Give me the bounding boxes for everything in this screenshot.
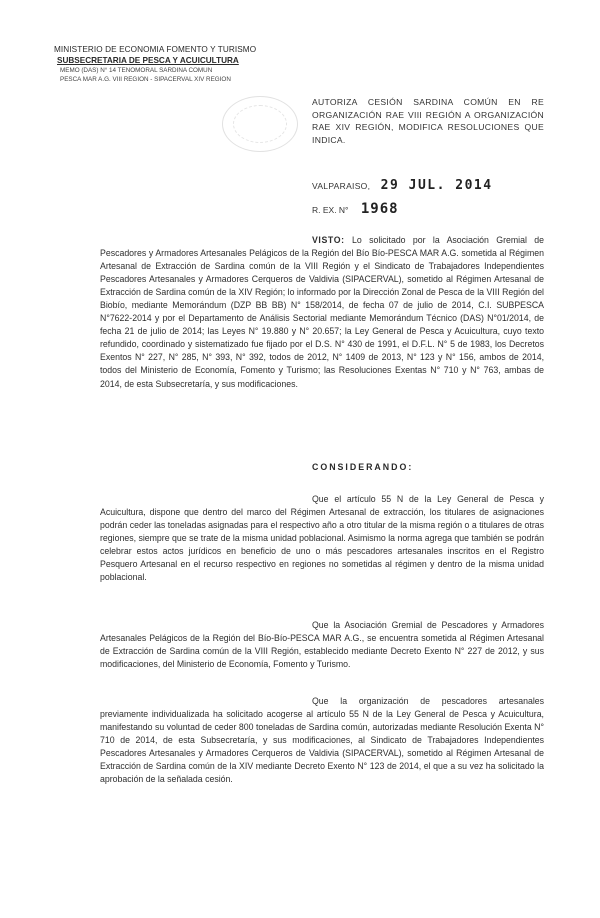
considerando-paragraph-3: [100, 695, 544, 786]
memo-reference-line-2: PESCA MAR A.G. VIII REGION - SIPACERVAL XIV REGION: [60, 76, 231, 83]
visto-paragraph: [100, 234, 544, 391]
memo-reference-line-1: MEMO (DAS) N° 14 TENOMORAL SARDINA COMUN: [60, 67, 213, 74]
considerando-text-2: Que la Asociación Gremial de Pescadores y Armadores Artesanales Pelágicos de la Región del Bío-Bío-PESCA MAR A.G., se encuentra sometida al Régimen Artesanal de Extracción de Sardina común de la VIII Región, establecido mediante Decreto Exento N° 227 de 2012, y sus modificaciones, del Ministerio de Economía, Fomento y Turismo.: [100, 620, 544, 670]
visto-lead: VISTO:: [312, 235, 345, 245]
letterhead: [54, 44, 274, 84]
dateline-date: 29 JUL. 2014: [380, 178, 493, 193]
considerando-text-3: Que la organización de pescadores artesanales previamente individualizada ha solicitado acogerse al artículo 55 N de la Ley General de Pesca y Acuicultura, manifestando su voluntad de ceder 800 toneladas de Sardina común, autorizadas mediante Resolución Exenta N° 710 de 2014, de esta Subsecretaría, y sus modificaciones, al Sindicato de Trabajadores Independientes Pescadores Artesanales y Armadores Cerqueros de Valdivia (SIPACERVAL), sometido al Régimen Artesanal de Extracción de Sardina común de la XIV mediante Decreto Exento N° 123 de 2014, el que a su vez ha solicitado la aprobación de la señalada cesión.: [100, 696, 544, 785]
ministry-name: MINISTERIO DE ECONOMIA FOMENTO Y TURISMO: [54, 45, 257, 54]
considerando-text-1: Que el artículo 55 N de la Ley General de Pesca y Acuicultura, dispone que dentro del marco del Régimen Artesanal de extracción, los titulares de asignaciones podrán ceder las toneladas asignadas para el respectivo año a otro titular de la misma región o a titulares de otras regiones, siempre que se trate de la misma unidad poblacional. Asimismo la norma agrega que también se podrán celebrar estos actos jurídicos en beneficio de uno o más pescadores artesanales inscritos en el Registro Pesquero Artesanal en el recurso respectivo en regiones no sometidas al régimen y dentro de la misma unidad poblacional.: [100, 494, 544, 583]
resolution-number-value: 1968: [360, 201, 399, 217]
visto-text: Lo solicitado por la Asociación Gremial de Pescadores y Armadores Artesanales Pelágicos de la Región del Bío Bío-PESCA MAR A.G. sometida al Régimen Artesanal de Extracción de Sardina común de la VIII Región y el Sindicato de Trabajadores Independientes Pescadores Artesanales y Armadores Cerqueros de Valdivia (SIPACERVAL), sometido al Régimen Artesanal de Extracción de Sardina común de la XIV Región; lo informado por la Dirección Zonal de Pesca de la VIII Región del Biobío, mediante Memorándum (DZP BB BB) N° 158/2014, de fecha 07 de julio de 2014, C.I. SUBPESCA N°7622-2014 y por el Departamento de Análisis Sectorial mediante Memorándum Técnico (DAS) N°01/2014, de fecha 21 de julio de 2014; las Leyes N° 19.880 y N° 20.657; la Ley General de Pesca y Acuicultura, cuyo texto refundido, coordinado y sistematizado fue fijado por el D.S. N° 430 de 1991, el D.F.L. N° 5 de 1983, los Decretos Exentos N° 227, N° 285, N° 393, N° 392, todos de 2012, N° 1409 de 2013, N° 123 y N° 156, ambos de 2014, todos del Ministerio de Economía, Fomento y Turismo; las Resoluciones Exentas N° 710 y N° 763, ambas de 2014, de esta Subsecretaría, y sus modificaciones.: [100, 235, 544, 389]
resolution-subject: AUTORIZA CESIÓN SARDINA COMÚN EN RE ORGANIZACIÓN RAE VIII REGIÓN A ORGANIZACIÓN RAE XIV REGIÓN, MODIFICA RESOLUCIONES QUE INDICA.: [312, 97, 544, 145]
dateline-city: VALPARAISO,: [312, 181, 371, 191]
resolution-number-label: R. EX. N°: [312, 205, 349, 215]
subsecretaria-name: SUBSECRETARIA DE PESCA Y ACUICULTURA: [57, 56, 239, 65]
resolution-number: [312, 201, 399, 217]
faded-stamp: [222, 96, 298, 152]
considerando-paragraph-1: [100, 493, 544, 584]
considerando-paragraph-2: [100, 619, 544, 671]
dateline: [312, 178, 493, 193]
considerando-heading: CONSIDERANDO:: [312, 462, 414, 472]
